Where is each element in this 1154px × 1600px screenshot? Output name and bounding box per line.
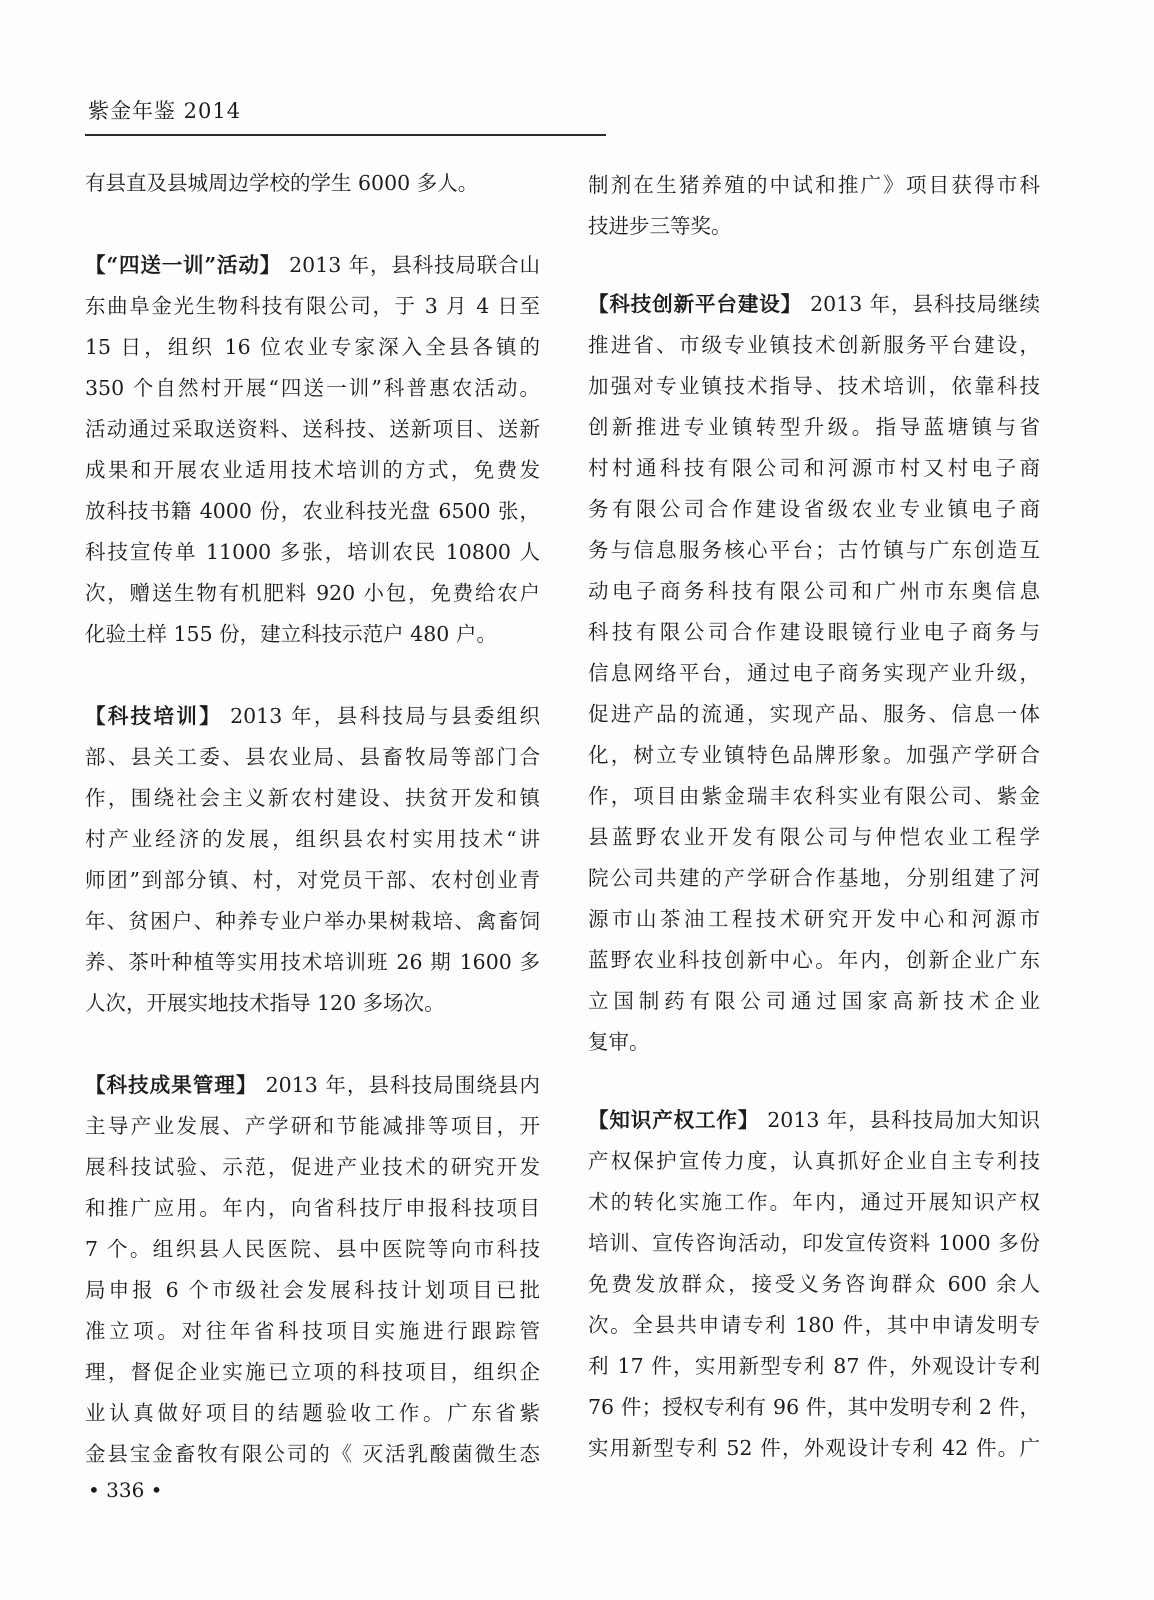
line-text: 创新推进专业镇转型升级。指导蓝塘镇与省 [588,415,1040,439]
text-line [588,571,1040,612]
continued-paragraph [85,163,540,204]
text-line [85,901,540,942]
text-line [588,165,1040,206]
text-line [588,489,1040,530]
line-text: 东曲阜金光生物科技有限公司，于 3 月 4 日至 [85,294,540,318]
line-text: 产权保护宣传力度，认真抓好企业自主专利技 [588,1149,1040,1173]
page-number: • 336 • [88,1478,163,1502]
line-text: 动电子商务科技有限公司和广州市东奥信息 [588,579,1040,603]
text-line [588,366,1040,407]
text-line [588,1100,1040,1141]
text-line [588,981,1040,1022]
line-text: 次，赠送生物有机肥料 920 小包，免费给农户 [85,581,540,605]
text-line [85,163,540,204]
section-paragraph [85,245,540,655]
line-text: 村村通科技有限公司和河源市村又村电子商 [588,456,1040,480]
text-line [85,532,540,573]
line-text: 局申报 6 个市级社会发展科技计划项目已批 [85,1278,540,1302]
line-text: 成果和开展农业适用技术培训的方式，免费发 [85,458,540,482]
line-text: 村产业经济的发展，组织县农村实用技术“讲 [85,827,540,851]
section-heading: 【科技培训】 [85,704,223,728]
text-line [85,1147,540,1188]
text-line [588,325,1040,366]
text-line [588,817,1040,858]
line-text: 县蓝野农业开发有限公司与仲恺农业工程学 [588,825,1040,849]
line-text: 化，树立专业镇特色品牌形象。加强产学研合 [588,743,1040,767]
line-text: 2013 年，县科技局与县委组织 [230,704,540,728]
text-line [85,737,540,778]
line-text: 放科技书籍 4000 份，农业科技光盘 6500 张， [85,499,540,523]
section-heading: 【科技创新平台建设】 [588,292,803,316]
text-line [85,1270,540,1311]
section-heading: 【知识产权工作】 [588,1108,760,1132]
text-line [85,1352,540,1393]
line-text: 金县宝金畜牧有限公司的《 灭活乳酸菌微生态 [85,1442,540,1466]
line-text: 推进省、市级专业镇技术创新服务平台建设， [588,333,1040,357]
text-line [588,1141,1040,1182]
text-line [588,694,1040,735]
continued-paragraph [588,165,1040,247]
line-text: 师团”到部分镇、村，对党员干部、农村创业青 [85,868,540,892]
line-text: 业认真做好项目的结题验收工作。广东省紫 [85,1401,540,1425]
text-line [85,368,540,409]
text-line [588,530,1040,571]
line-text: 科技有限公司合作建设眼镜行业电子商务与 [588,620,1040,644]
text-line [588,206,1040,247]
line-text: 实用新型专利 52 件，外观设计专利 42 件。广 [588,1436,1040,1460]
text-line [85,1229,540,1270]
line-text: 15 日，组织 16 位农业专家深入全县各镇的 [85,335,540,359]
section-paragraph [85,1065,540,1475]
text-line [588,940,1040,981]
text-line [588,1428,1040,1469]
text-line [85,778,540,819]
line-text: 主导产业发展、产学研和节能减排等项目，开 [85,1114,540,1138]
text-line [588,284,1040,325]
text-line [85,1065,540,1106]
text-line [588,1022,1040,1063]
line-text: 信息网络平台，通过电子商务实现产业升级， [588,661,1040,685]
line-text: 务有限公司合作建设省级农业专业镇电子商 [588,497,1040,521]
text-line [85,942,540,983]
section-heading: 【“四送一训”活动】 [85,253,282,277]
text-line [85,245,540,286]
line-text: 7 个。组织县人民医院、县中医院等向市科技 [85,1237,540,1261]
text-line [588,1346,1040,1387]
line-text: 和推广应用。年内，向省科技厅申报科技项目 [85,1196,540,1220]
text-line [588,653,1040,694]
text-line [85,491,540,532]
line-text: 2013 年，县科技局联合山 [289,253,540,277]
text-line [588,1305,1040,1346]
section-paragraph [588,1100,1040,1469]
running-title: 紫金年鉴 2014 [88,99,242,123]
text-line [588,899,1040,940]
text-line [85,409,540,450]
text-line [588,407,1040,448]
text-line [588,1182,1040,1223]
text-line [588,1387,1040,1428]
line-text: 促进产品的流通，实现产品、服务、信息一体 [588,702,1040,726]
text-line [588,1223,1040,1264]
right-column [588,165,1040,1469]
text-line [85,819,540,860]
line-text: 作，围绕社会主义新农村建设、扶贫开发和镇 [85,786,540,810]
text-line [588,776,1040,817]
text-line [588,612,1040,653]
text-line [85,983,540,1024]
line-text: 务与信息服务核心平台；古竹镇与广东创造互 [588,538,1040,562]
section-paragraph [85,696,540,1024]
section-paragraph [588,284,1040,1063]
line-text: 76 件；授权专利有 96 件，其中发明专利 2 件， [588,1395,1040,1419]
text-line [85,696,540,737]
left-column [85,163,540,1475]
text-line [85,1393,540,1434]
section-heading: 【科技成果管理】 [85,1073,258,1097]
line-text: 加强对专业镇技术指导、技术培训，依靠科技 [588,374,1040,398]
line-text: 化验土样 155 份，建立科技示范户 480 户。 [85,622,497,646]
line-text: 部、县关工委、县农业局、县畜牧局等部门合 [85,745,540,769]
line-text: 年、贫困户、种养专业户举办果树栽培、禽畜饲 [85,909,540,933]
text-line [588,858,1040,899]
text-line [85,860,540,901]
line-text: 2013 年，县科技局继续 [810,292,1040,316]
line-text: 利 17 件，实用新型专利 87 件，外观设计专利 [588,1354,1040,1378]
line-text: 术的转化实施工作。年内，通过开展知识产权 [588,1190,1040,1214]
text-line [85,614,540,655]
line-text: 2013 年，县科技局加大知识 [767,1108,1040,1132]
line-text: 复审。 [588,1030,650,1054]
line-text: 活动通过采取送资料、送科技、送新项目、送新 [85,417,540,441]
line-text: 养、茶叶种植等实用技术培训班 26 期 1600 多 [85,950,540,974]
text-line [588,448,1040,489]
line-text: 技进步三等奖。 [588,214,732,238]
line-text: 作，项目由紫金瑞丰农科实业有限公司、紫金 [588,784,1040,808]
line-text: 科技宣传单 11000 多张，培训农民 10800 人 [85,540,540,564]
line-text: 展科技试验、示范，促进产业技术的研究开发 [85,1155,540,1179]
line-text: 培训、宣传咨询活动，印发宣传资料 1000 多份 [588,1231,1040,1255]
line-text: 院公司共建的产学研合作基地，分别组建了河 [588,866,1040,890]
text-line [85,286,540,327]
text-line [588,735,1040,776]
line-text: 源市山茶油工程技术研究开发中心和河源市 [588,907,1040,931]
text-line [85,327,540,368]
line-text: 免费发放群众，接受义务咨询群众 600 余人 [588,1272,1040,1296]
line-text: 2013 年，县科技局围绕县内 [265,1073,540,1097]
line-text: 准立项。对往年省科技项目实施进行跟踪管 [85,1319,540,1343]
text-line [85,450,540,491]
line-text: 制剂在生猪养殖的中试和推广》项目获得市科 [588,173,1040,197]
header-rule [85,134,606,136]
line-text: 理，督促企业实施已立项的科技项目，组织企 [85,1360,540,1384]
text-line [85,1188,540,1229]
text-line [588,1264,1040,1305]
line-text: 350 个自然村开展“四送一训”科普惠农活动。 [85,376,540,400]
line-text: 人次，开展实地技术指导 120 多场次。 [85,991,445,1015]
line-text: 立国制药有限公司通过国家高新技术企业 [588,989,1040,1013]
text-line [85,1434,540,1475]
line-text: 有县直及县城周边学校的学生 6000 多人。 [85,171,479,195]
text-line [85,1106,540,1147]
line-text: 蓝野农业科技创新中心。年内，创新企业广东 [588,948,1040,972]
line-text: 次。全县共申请专利 180 件，其中申请发明专 [588,1313,1040,1337]
text-line [85,573,540,614]
text-line [85,1311,540,1352]
